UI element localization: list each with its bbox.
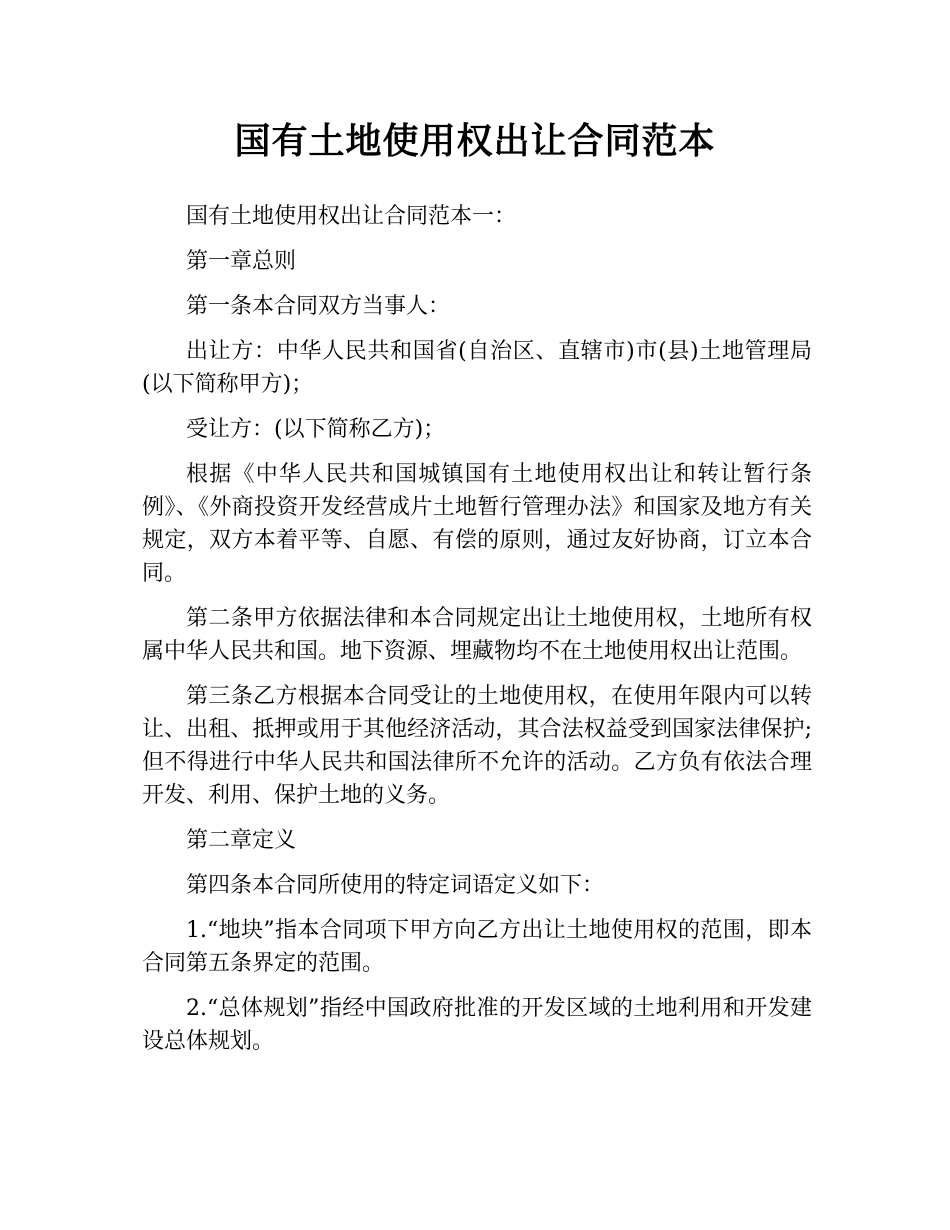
paragraph: 国有土地使用权出让合同范本一： xyxy=(186,204,517,229)
document-body xyxy=(142,200,812,1070)
chapter-heading: 第二章定义 xyxy=(186,828,297,853)
paragraph: 受让方：(以下简称乙方)； xyxy=(186,417,446,442)
article: 第一条本合同双方当事人： xyxy=(186,294,451,319)
paragraph: 出让方：中华人民共和国省(自治区、直辖市)市(县)土地管理局(以下简称甲方)； xyxy=(142,339,812,397)
article: 第四条本合同所使用的特定词语定义如下： xyxy=(186,873,605,898)
article: 第三条乙方根据本合同受让的土地使用权，在使用年限内可以转让、出租、抵押或用于其他经济活动，其合法权益受到国家法律保护;但不得进行中华人民共和国法律所不允许的活动。乙方负有依法合理开发、利用、保护土地的义务。 xyxy=(142,684,812,808)
paragraph: 根据《中华人民共和国城镇国有土地使用权出让和转让暂行条例》、《外商投资开发经营成片土地暂行管理办法》和国家及地方有关规定，双方本着平等、自愿、有偿的原则，通过友好协商，订立本合同。 xyxy=(142,462,812,586)
definition-item: 2.“总体规划”指经中国政府批准的开发区域的土地利用和开发建设总体规划。 xyxy=(142,996,812,1054)
chapter-heading: 第一章总则 xyxy=(186,249,297,274)
definition-item: 1.“地块”指本合同项下甲方向乙方出让土地使用权的范围，即本合同第五条界定的范围。 xyxy=(142,918,812,976)
document-title: 国有土地使用权出让合同范本 xyxy=(234,121,716,162)
article: 第二条甲方依据法律和本合同规定出让土地使用权，土地所有权属中华人民共和国。地下资源、埋藏物均不在土地使用权出让范围。 xyxy=(142,606,812,664)
